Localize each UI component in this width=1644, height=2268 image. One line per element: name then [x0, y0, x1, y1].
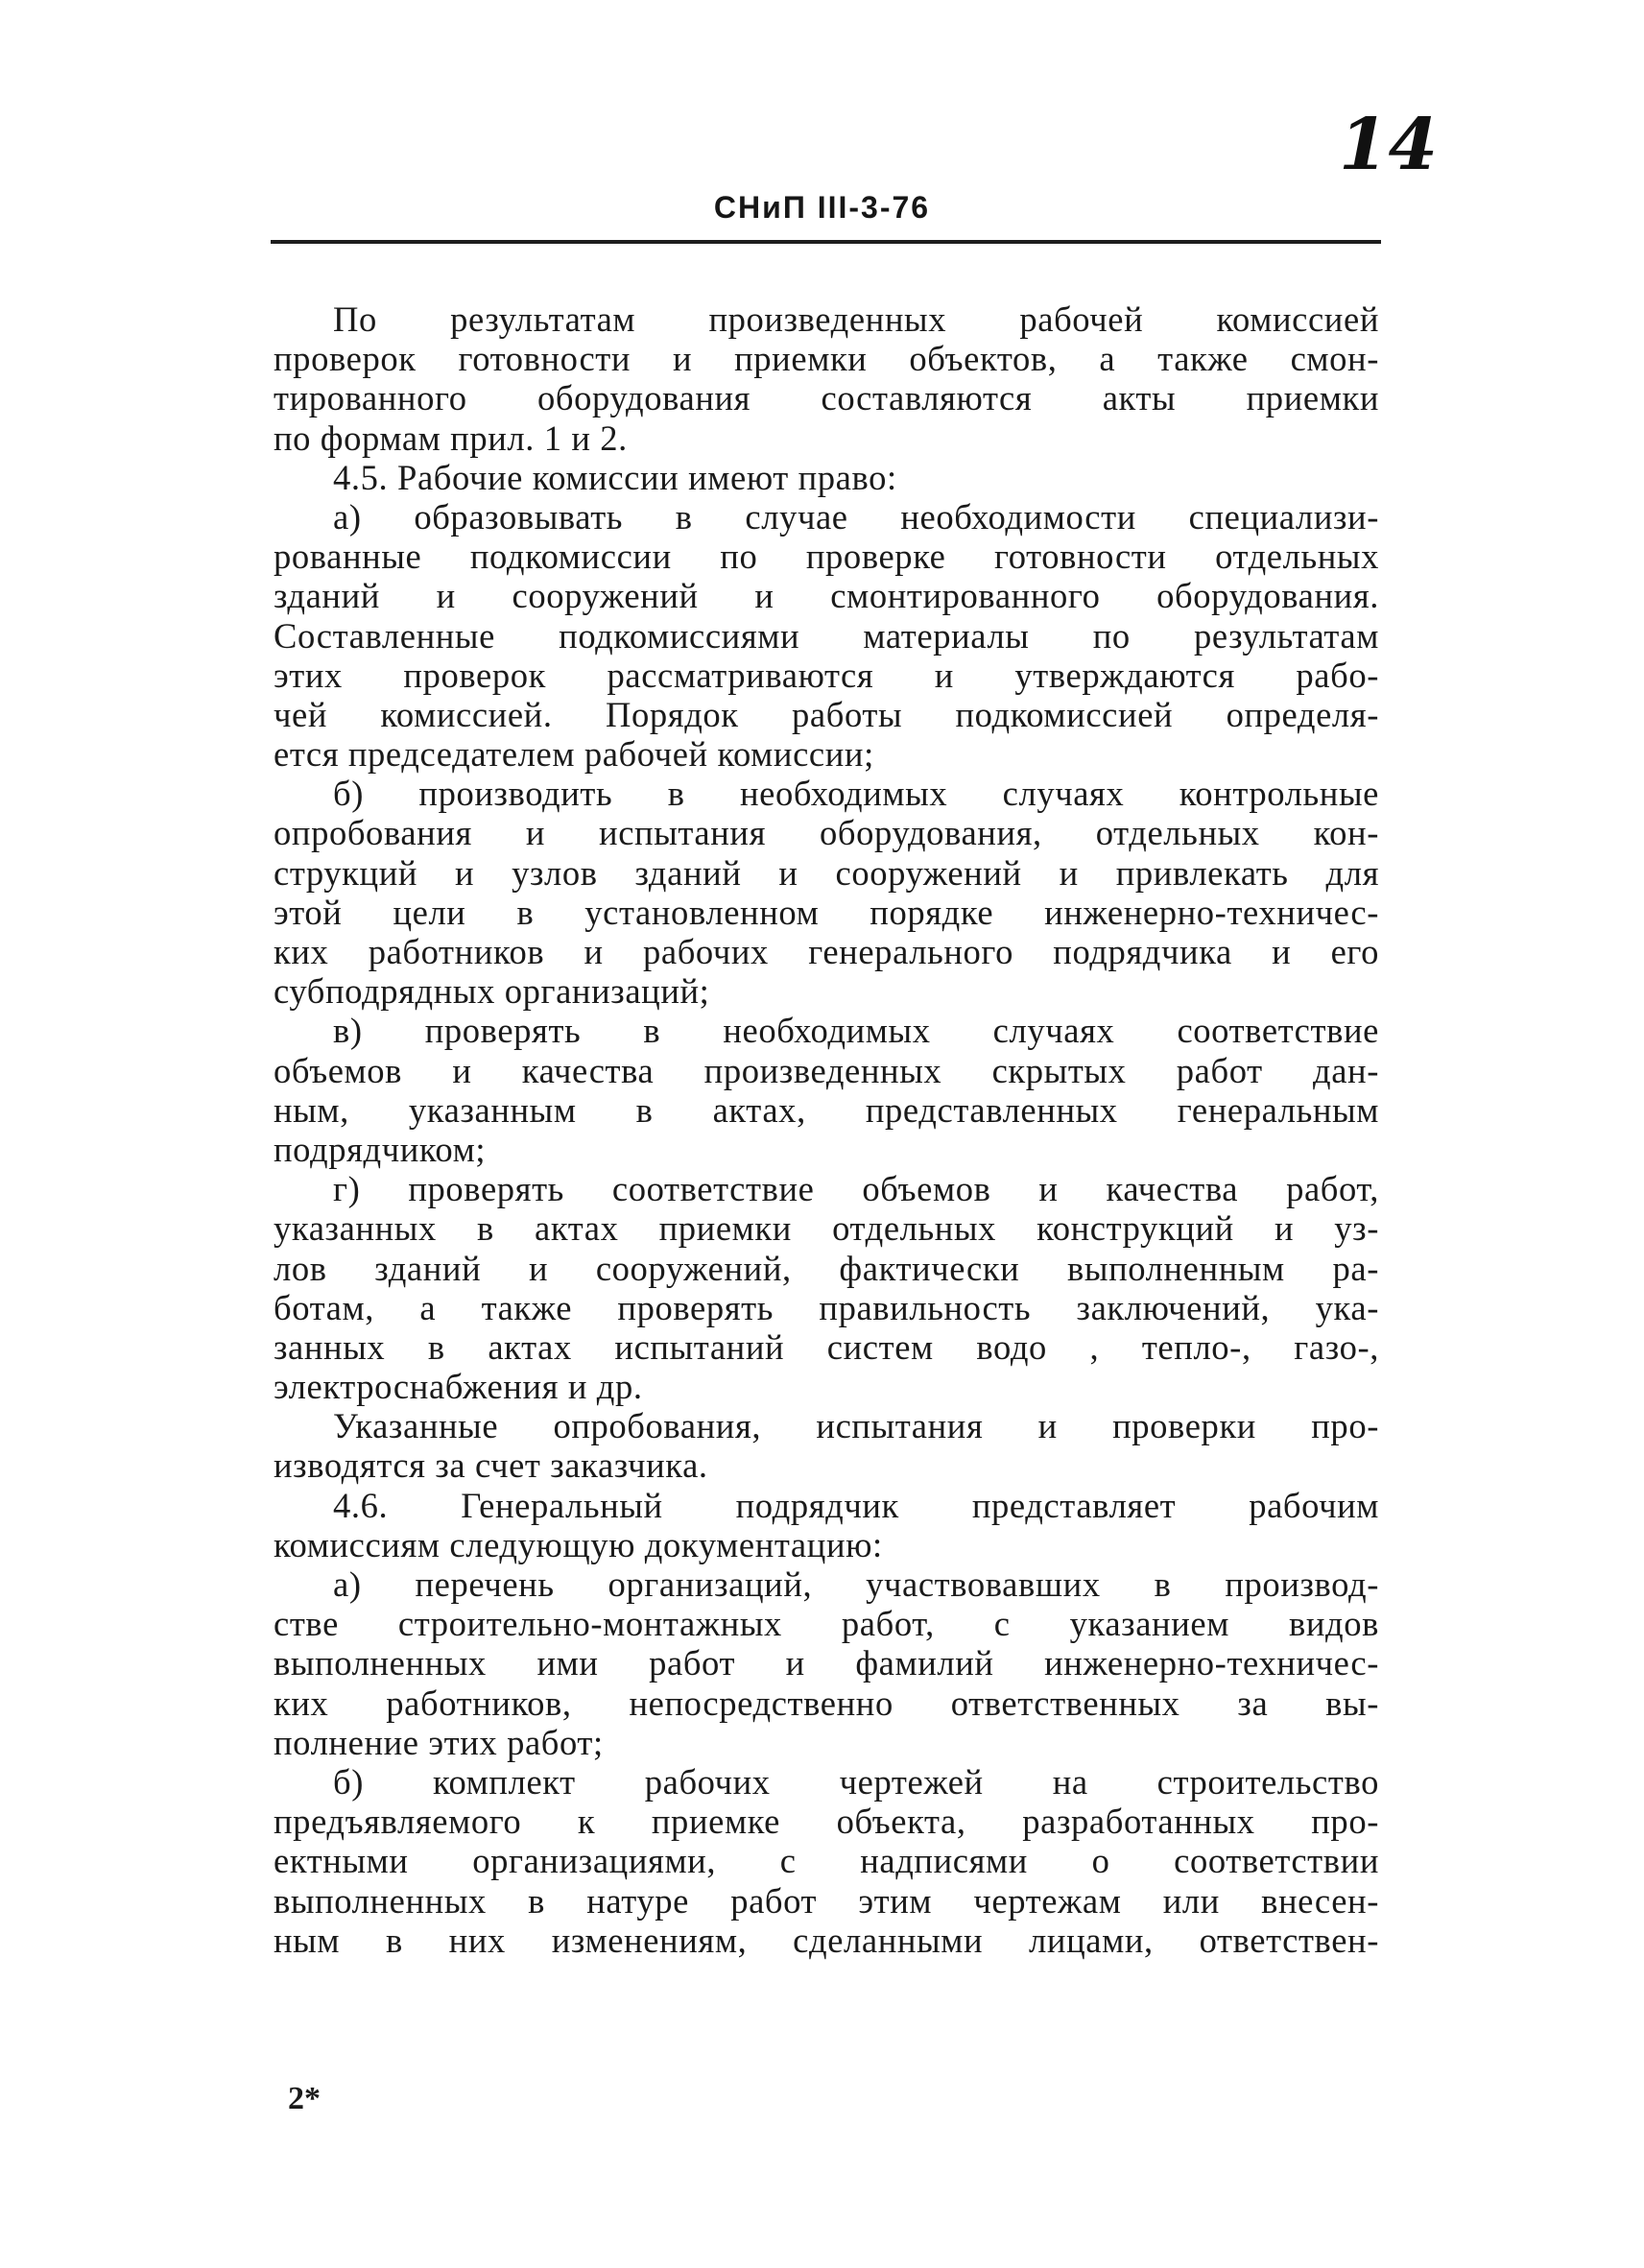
- text-line: в) проверять в необходимых случаях соответствие: [333, 1011, 1379, 1051]
- text-line: субподрядных организаций;: [274, 971, 710, 1012]
- text-line: по формам прил. 1 и 2.: [274, 418, 628, 458]
- text-line: проверок готовности и приемки объектов, а также смон-: [274, 339, 1379, 379]
- text-line: ным в них изменениям, сделанными лицами, ответствен-: [274, 1920, 1379, 1960]
- header-rule: [271, 240, 1381, 244]
- text-line: полнение этих работ;: [274, 1722, 604, 1762]
- text-line: тированного оборудования составляются акты приемки: [274, 378, 1379, 418]
- text-line: лов зданий и сооружений, фактически выполненным ра-: [274, 1248, 1379, 1288]
- text-line: объемов и качества произведенных скрытых работ дан-: [274, 1050, 1379, 1090]
- text-line: выполненных ими работ и фамилий инженерно-техничес-: [274, 1643, 1379, 1683]
- text-line: а) перечень организаций, участвовавших в производ-: [333, 1564, 1379, 1604]
- text-line: занных в актах испытаний систем водо , тепло-, газо-,: [274, 1326, 1379, 1367]
- text-line: рованные подкомиссии по проверке готовности отдельных: [274, 537, 1379, 577]
- text-line: ным, указанным в актах, представленных генеральным: [274, 1089, 1379, 1130]
- text-line: зданий и сооружений и смонтированного оборудования.: [274, 576, 1379, 616]
- text-line: указанных в актах приемки отдельных конструкций и уз-: [274, 1208, 1379, 1249]
- text-line: ботам, а также проверять правильность заключений, ука-: [274, 1287, 1379, 1327]
- text-line: этой цели в установленном порядке инженерно-техничес-: [274, 892, 1379, 932]
- text-line: изводятся за счет заказчика.: [274, 1445, 708, 1486]
- text-line: ется председателем рабочей комиссии;: [274, 734, 874, 775]
- text-line: электроснабжения и др.: [274, 1367, 643, 1407]
- text-line: стве строительно-монтажных работ, с указанием видов: [274, 1604, 1379, 1644]
- text-line: предъявляемого к приемке объекта, разработанных про-: [274, 1802, 1379, 1842]
- handwritten-page-number: 14: [1339, 104, 1438, 186]
- text-line: ких работников, непосредственно ответственных за вы-: [274, 1683, 1379, 1723]
- text-line: 4.6. Генеральный подрядчик представляет рабочим: [333, 1485, 1379, 1525]
- text-line: этих проверок рассматриваются и утверждаются рабо-: [274, 655, 1379, 695]
- document-code-header: СНиП III-3-76: [713, 190, 931, 225]
- text-line: Составленные подкомиссиями материалы по результатам: [274, 615, 1379, 656]
- text-line: г) проверять соответствие объемов и качества работ,: [333, 1169, 1379, 1209]
- text-line: 4.5. Рабочие комиссии имеют право:: [333, 457, 897, 497]
- document-body: [274, 299, 1379, 1960]
- text-line: б) производить в необходимых случаях контрольные: [333, 774, 1379, 814]
- text-line: ектными организациями, с надписями о соответствии: [274, 1841, 1379, 1881]
- text-line: струкций и узлов зданий и сооружений и привлекать для: [274, 852, 1379, 893]
- signature-mark: 2*: [288, 2081, 321, 2116]
- text-line: а) образовывать в случае необходимости специализи-: [333, 496, 1379, 537]
- text-line: подрядчиком;: [274, 1129, 487, 1169]
- text-line: ких работников и рабочих генерального подрядчика и его: [274, 932, 1379, 971]
- text-line: комиссиям следующую документацию:: [274, 1524, 883, 1564]
- text-line: выполненных в натуре работ этим чертежам или внесен-: [274, 1880, 1379, 1921]
- text-line: чей комиссией. Порядок работы подкомиссией определя-: [274, 694, 1379, 734]
- text-line: б) комплект рабочих чертежей на строительство: [333, 1761, 1379, 1802]
- text-line: Указанные опробования, испытания и проверки про-: [333, 1406, 1379, 1446]
- text-line: По результатам произведенных рабочей комиссией: [333, 299, 1379, 339]
- text-line: опробования и испытания оборудования, отдельных кон-: [274, 813, 1379, 853]
